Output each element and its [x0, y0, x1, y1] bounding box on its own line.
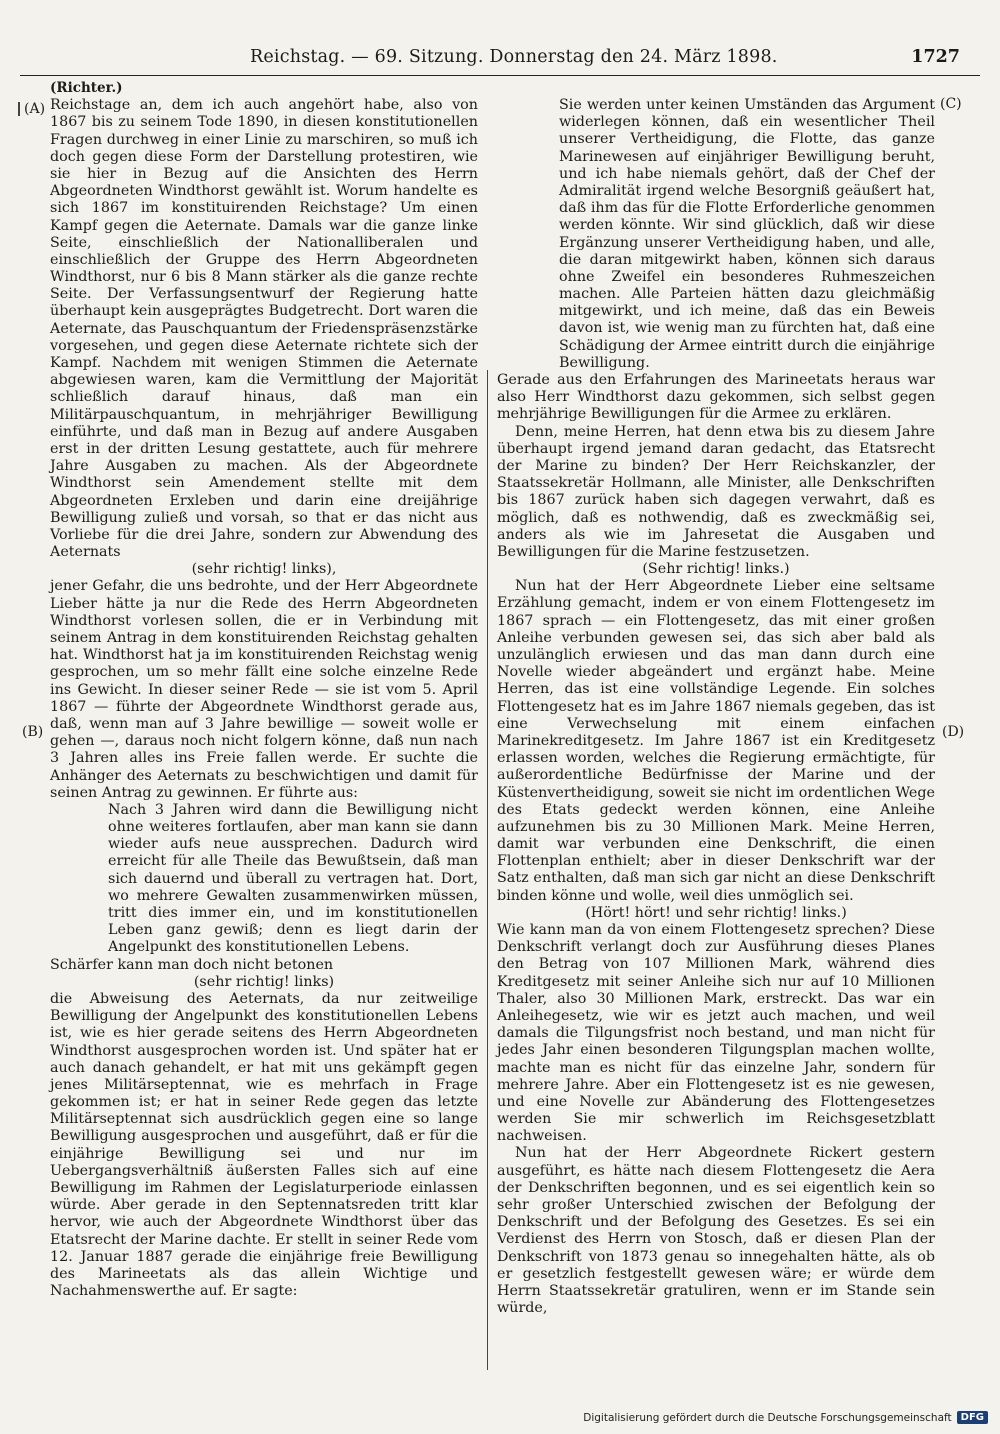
paragraph: Wie kann man da von einem Flottengesetz sprechen? Diese Denkschrift verlangt doch zur Ausführung dieses Planes den Betrag von 107 Millionen Mark, während dies Kreditgesetz mit seiner Anleihe sich nur auf 10 Millionen Thaler, also 30 Millionen Mark, erstreckt. Das war ein Anleihegesetz, wie wir es jetzt auch machen, und weil damals die Tilgungsfrist noch bestand, und man nicht für jedes Jahr einen besonderen Tilgungsplan machen wollte, machte man es nicht für das einzelne Jahr, sondern für mehrere Jahre. Aber ein Flottengesetz ist es nie gewesen, und eine Novelle zur Abänderung des Flottengesetzes werden Sie mir schwerlich im Reichsgesetzblatt nachweisen. — [497, 922, 935, 1145]
dfg-logo-icon: DFG — [957, 1411, 988, 1424]
paragraph: Reichstage an, dem ich auch angehört habe, also von 1867 bis zu seinem Tode 1890, in diesen konstitutionellen Fragen durchweg in einer Linie zu marschiren, so muß ich doch gegen diese Form der Darstellung protestiren, wie sie hier in Bezug auf die Ansichten des Herrn Abgeordneten Windthorst gewählt ist. Worum handelte es sich 1867 im konstituirenden Reichstage? Um einen Kampf gegen die Aeternate. Damals war die ganze linke Seite, einschließlich der Nationalliberalen und einschließlich der Gruppe des Herrn Abgeordneten Windthorst, nur 6 bis 8 Mann stärker als die ganze rechte Seite. Der Verfassungsentwurf der Regierung hatte überhaupt kein ausgeprägtes Budgetrecht. Dort waren die Aeternate, das Pauschquantum der Friedenspräsenzstärke vorgesehen, und gegen diese Aeternate richtete sich der Kampf. Nachdem mit wenigen Stimmen die Aeternate abgewiesen waren, kam die Vermittlung der Majorität schließlich darauf hinaus, daß man ein Militärpauschquantum, in mehrjähriger Bewilligung einführte, und daß man in Bezug auf andere Ausgaben erst in der dritten Lesung gestattete, auch für mehrere Jahre Ausgaben zu machen. Als der Abgeordnete Windthorst sein Amendement stellte mit dem Abgeordneten Erxleben und darin eine dreijährige Bewilligung zuließ und vorsah, so that er das nicht aus Vorliebe für die drei Jahre, sondern zur Abwendung des Aeternats — [50, 97, 478, 561]
margin-marker-b: (B) — [22, 724, 44, 740]
block-quote: Sie werden unter keinen Umständen das Argument widerlegen können, daß ein wesentlicher Theil unserer Vertheidigung, die Flotte, das ganze Marinewesen auf einjähriger Bewilligung beruht, und ich habe niemals gehört, daß der Chef der Admiralität irgend welche Besorgniß geäußert hat, daß ihm das für die Flotte Erforderliche genommen werden könnte. Wir sind glücklich, daß wir diese Ergänzung unserer Vertheidigung haben, und alle, die daran mitgewirkt haben, können sich daraus ohne Zweifel ein besonderes Ruhmeszeichen machen. Alle Parteien hätten dazu gleichmäßig mitgewirkt, und ich meine, daß das ein Beweis davon ist, wie wenig man zu fürchten hat, daß eine Schädigung der Armee eintritt durch die einjährige Bewilligung. — [559, 97, 935, 371]
column-divider — [487, 370, 488, 1370]
paragraph: Gerade aus den Erfahrungen des Marineetats heraus war also Herr Windthorst dazu gekommen, sich selbst gegen mehrjährige Bewilligungen für die Armee zu erklären. — [497, 372, 935, 423]
margin-marker-d: (D) — [942, 724, 965, 740]
interjection: (sehr richtig! links) — [193, 973, 335, 990]
interjection: (sehr richtig! links), — [191, 561, 337, 578]
digitization-credit — [583, 1411, 988, 1424]
left-column — [50, 80, 478, 1300]
paragraph: die Abweisung des Aeternats, da nur zeitweilige Bewilligung der Angelpunkt des konstitutionellen Lebens ist, wie es hier gerade seitens des Herrn Abgeordneten Windthorst ausgesprochen worden ist. Und später hat er auch danach gehandelt, er hat mit uns gekämpft gegen jenes Militärseptennat, wie es mehrfach in Frage gekommen ist; er hat in seiner Rede gegen das letzte Militärseptennat sich ausdrücklich gegen eine so lange Bewilligung ausgesprochen und ausgeführt, daß er für die einjährige Bewilligung sei und nur im Uebergangsverhältniß äußersten Falles sich auf eine Bewilligung im Rahmen der Legislaturperiode einlassen würde. Aber gerade in den Septennatsreden tritt klar hervor, wie auch der Abgeordnete Windthorst über das Etatsrecht der Marine dachte. Er stellt in seiner Rede vom 12. Januar 1887 gerade die einjährige freie Bewilligung des Marineetats als das allein Wichtige und Nachahmenswerthe auf. Er sagte: — [50, 990, 478, 1300]
page-header — [20, 45, 980, 76]
paragraph: Denn, meine Herren, hat denn etwa bis zu diesem Jahre überhaupt irgend jemand daran gedacht, das Etatsrecht der Marine zu binden? Der Herr Reichskanzler, der Staatssekretär Hollmann, alle Minister, alle Denkschriften bis 1867 zurück haben sich dagegen verwahrt, daß es möglich, daß es nothwendig, daß es zweckmäßig sei, anders als wie im Jahresetat die Ausgaben und Bewilligungen für die Marine festzusetzen. — [497, 423, 935, 560]
right-column — [497, 97, 935, 1317]
block-quote: Nach 3 Jahren wird dann die Bewilligung nicht ohne weiteres fortlaufen, aber man kann sie dann wieder aufs neue aussprechen. Dadurch wird erreicht für alle Theile das Bewußtsein, daß man sich dauernd und überall zu vertragen hat. Dort, wo mehrere Gewalten zusammenwirken müssen, tritt dies immer ein, und im konstitutionellen Leben ganz gewiß; denn es liegt darin der Angelpunkt des konstitutionellen Lebens. — [108, 801, 478, 956]
credit-text: Digitalisierung gefördert durch die Deutsche Forschungsgemeinschaft — [583, 1411, 952, 1424]
interjection: (Sehr richtig! links.) — [642, 561, 790, 578]
margin-marker-c: (C) — [940, 96, 962, 112]
paragraph: Schärfer kann man doch nicht betonen — [50, 956, 334, 973]
interjection: (Hört! hört! und sehr richtig! links.) — [585, 904, 847, 921]
page-number: 1727 — [911, 47, 960, 67]
margin-marker-a: (A) — [24, 101, 46, 117]
margin-rule — [18, 102, 20, 116]
paragraph: jener Gefahr, die uns bedrohte, und der Herr Abgeordnete Lieber hätte ja nur die Rede des Herrn Abgeordneten Windthorst vorlesen sollen, die er in Verbindung mit seinem Antrag in dem konstituirenden Reichstag gehalten hat. Windthorst hat ja im konstituirenden Reichstag wenig gesprochen, um so mehr fällt eine solche einzelne Rede ins Gewicht. In dieser seiner Rede — sie ist vom 5. April 1867 — führte der Abgeordnete Windthorst gerade aus, daß, wenn man auf 3 Jahre bewillige — soweit wolle er gehen —, daraus noch nicht folgern könne, daß nun nach 3 Jahren alles ins Freie fallen werde. Er suchte die Anhänger des Aeternats zu beschwichtigen und damit für seinen Antrag zu gewinnen. Er führte aus: — [50, 578, 478, 801]
speaker-name: (Richter.) — [50, 80, 123, 96]
paragraph: Nun hat der Herr Abgeordnete Rickert gestern ausgeführt, es hätte nach diesem Flottengesetz die Aera der Denkschriften begonnen, und es sei eigentlich kein so sehr großer Unterschied zwischen der Befolgung der Denkschrift und der Befolgung des Gesetzes. Es sei ein Verdienst des Herrn von Stosch, daß er diesen Plan der Denkschrift von 1873 genau so innegehalten hätte, als ob er gesetzlich festgestellt gewesen wäre; er würde dem Herrn Staatssekretär gratuliren, wenn er im Stande sein würde, — [497, 1145, 935, 1317]
header-title: Reichstag. — 69. Sitzung. Donnerstag den 24. März 1898. — [250, 47, 778, 67]
paragraph: Nun hat der Herr Abgeordnete Lieber eine seltsame Erzählung gemacht, indem er von einem Flottengesetz im 1867 sprach — ein Flottengesetz, das mit einer großen Anleihe verbunden gewesen sei, das sich aber bald als unzulänglich erwiesen und das man dann durch eine Novelle wieder abgeändert und ergänzt habe. Meine Herren, das ist eine vollständige Legende. Ein solches Flottengesetz hat es im Jahre 1867 niemals gegeben, das ist eine Verwechselung mit einem einfachen Marinekreditgesetz. Im Jahre 1867 ist ein Kreditgesetz erlassen worden, welches die Regierung ermächtigte, für außerordentliche Bedürfnisse der Marine und der Küstenvertheidigung, soweit sie nicht im ordentlichen Wege des Etats gedeckt werden können, eine Anleihe aufzunehmen bis zu 30 Millionen Mark. Meine Herren, damit war verbunden eine Denkschrift, die einen Flottenplan enthielt; aber in dieser Denkschrift war der Satz enthalten, daß man sich gar nicht an diese Denkschrift binden könne und wolle, weil dies unmöglich sei. — [497, 578, 935, 904]
